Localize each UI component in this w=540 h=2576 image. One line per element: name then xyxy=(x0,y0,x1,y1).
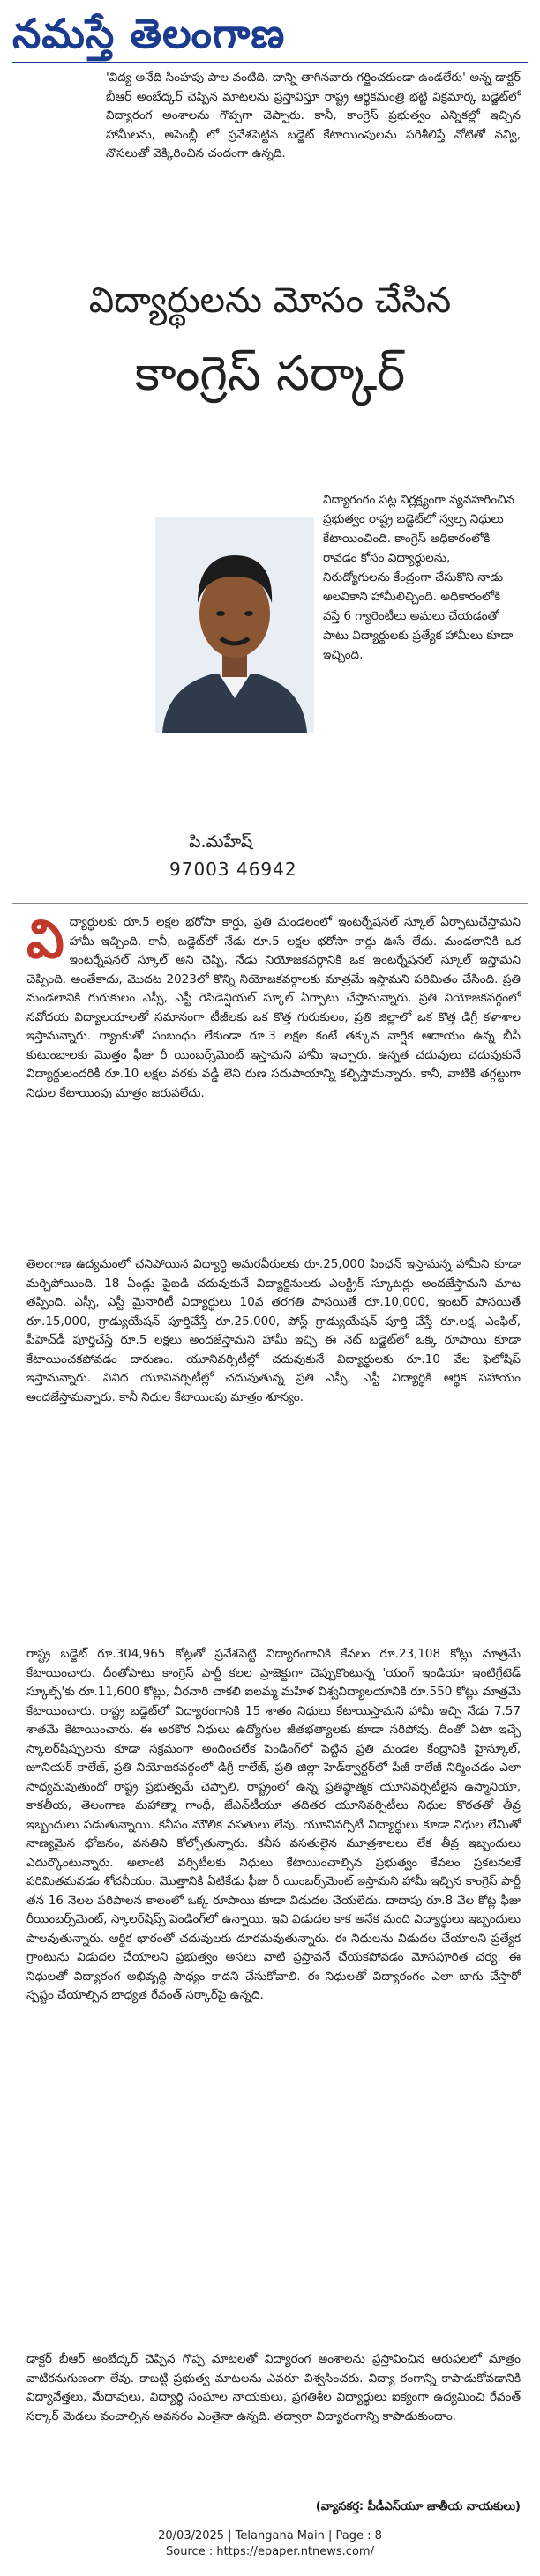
article-aside: విద్యారంగం పట్ల నిర్లక్ష్యంగా వ్యవహరించిన ప్రభుత్వం రాష్ట్ర బడ్జెట్‌లో స్వల్ప నిధులు కేటాయించింది. కాంగ్రెస్ అధికారంలోకి రావడం కోసం విద్యార్థులను, నిరుద్యోగులను కేంద్రంగా చేసుకొని నాడు అలవికాని హామీలిచ్చింది. అధికారంలోకి వస్తే 6 గ్యారెంటీలు అమలు చేయడంతో పాటు విద్యార్థులకు ప్రత్యేక హామీలు కూడా ఇచ్చింది. xyxy=(323,493,514,662)
dropcap: వి xyxy=(26,909,64,971)
article-paragraph-2: తెలంగాణ ఉద్యమంలో చనిపోయిన విద్యార్థి అమరవీరులకు రూ.25,000 పింఛన్ ఇస్తామన్న హామీని కూడా మర్చిపోయింది. 18 ఏండ్లు పైబడి చదువుకునే విద్యార్థినులకు ఎలక్ట్రిక్ స్కూటర్లు అందజేస్తామని మాట తప్పింది. ఎస్సీ, ఎస్టీ మైనారిటీ విద్యార్థులు 10వ తరగతి పాసయితే రూ.10,000, ఇంటర్ పాసయితే రూ.15,000, గ్రాడ్యుయేషన్ పూర్తిచేస్తే రూ.25,000, పోస్ట్ గ్రాడ్యుయేషన్ పూర్తి చేస్తే రూ.లక్ష, ఎంఫిల్, పీహెచ్‌డీ పూర్తిచేస్తే రూ.5 లక్షలు అందజేస్తామని హామీ ఇచ్చి ఈ నెట్ బడ్జెట్‌లో ఒక్క రూపాయి కూడా కేటాయించకపోవడం దారుణం. యూనివర్సిటీల్లో చదువుకునే విద్యార్థులకు రూ.10 వేల ఫెలోషిప్ ఇస్తామన్నారు. వివిధ యూనివర్సిటీల్లో చదువుతున్న ప్రతి ఎస్సీ, ఎస్టీ విద్యార్థికి ఆర్థిక సహాయం అందజేస్తామన్నారు. కానీ నిధుల కేటాయింపు మాత్రం శూన్యం. xyxy=(26,1257,521,1404)
headline-line-1: విద్యార్థులను మోసం చేసిన xyxy=(88,280,452,321)
article-paragraph-3: రాష్ట్ర బడ్జెట్ రూ.304,965 కోట్లతో ప్రవేశపెట్టి విద్యారంగానికి కేవలం రూ.23,108 కోట్లు మాత్రమే కేటాయించారు. దీంతోపాటు కాంగ్రెస్ పార్టీ కలల ప్రాజెక్టుగా చెప్పుకొంటున్న 'యంగ్ ఇండియా ఇంటిగ్రేటెడ్ స్కూల్స్'కు రూ.11,600 కోట్లు, వీరనారి చాకలి ఐలమ్మ మహిళ విశ్వవిద్యాలయానికి రూ.550 కోట్లు మాత్రమే కేటాయించారు. రాష్ట్ర బడ్జెట్‌లో విద్యారంగానికి 15 శాతం నిధులు కేటాయిస్తామని హామీ ఇచ్చి నేడు 7.57 శాతమే కేటాయించారు. ఈ అరకొర నిధులు ఉద్యోగుల జీతభత్యాలకు కూడా సరిపోవు. దీంతో ఏటా ఇచ్చే స్కాలర్‌షిప్పులను కూడా సక్రమంగా అందించలేక పెండింగ్‌లో పెట్టిన ప్రతి మండల కేంద్రానికి హైస్కూల్, జూనియర్ కాలేజ్, ప్రతి నియోజకవర్గంలో డిగ్రీ కాలేజ్, ప్రతి జిల్లా హెడ్‌క్వార్టర్‌లో పీజీ కాలేజీ నిర్మించడం ఎలా సాధ్యమవుతుందో రాష్ట్ర ప్రభుత్వమే చెప్పాలి. రాష్ట్రంలో ఉన్న ప్రతిష్ఠాత్మక యూనివర్సిటీలైన ఉస్మానియా, కాకతీయ, తెలంగాణ మహాత్మా గాంధీ, జేఎన్‌టీయూ తదితర యూనివర్సిటీలు నిధుల కొరతతో తీవ్ర ఇబ్బందులు పడుతున్నాయి. కనీసం మౌలిక వసతులు లేవు. యూనివర్సిటీ విద్యార్థులు కూడా నిధుల లేమితో నాణ్యమైన భోజనం, వసతిని కోల్పోతున్నారు. కనీస వసతులైన మూత్రశాలలు లేక తీవ్ర ఇబ్బందులు ఎదుర్కొంటున్నారు. అలాంటి వర్సిటీలకు నిధులు కేటాయించాల్సిన ప్రభుత్వం కేవలం ప్రకటనలకే పరిమితమవడం శోచనీయం. మొత్తానికి ఏటికేడు ఫీజు రీ యింబర్స్‌మెంట్ ఇస్తామని హామీ ఇచ్చిన కాంగ్రెస్ పార్టీ తన 16 నెలల పరిపాలన కాలంలో ఒక్క రూపాయి కూడా విడుదల చేయలేదు. దాదాపు రూ.8 వేల కోట్ల ఫీజు రీయింబర్స్‌మెంట్, స్కాలర్‌షిప్స్ పెండింగ్‌లో ఉన్నాయి. ఇవి విడుదల కాక అనేక మంది విద్యార్థులు ఇబ్బందులు పాలవుతున్నారు. ఆర్థిక భారంతో చదువులకు దూరమవుతున్నారు. ఈ నిధులను విడుదల చేయాలని ప్రత్యేక గ్రాంటును విడుదల చేయాలని ప్రభుత్వం అసలు వాటి ప్రస్తావనే చేయకపోవడం మోసపూరిత చర్య. ఈ నిధులతో విద్యారంగ అభివృద్ధి సాధ్యం కాదని చేసుకోవాలి. ఈ నిధులతో విద్యారంగం ఎలా బాగు చేస్తారో స్పష్టం చేయాల్సిన బాధ్యత రేవంత్ సర్కార్‌పై ఉన్నది. xyxy=(26,1647,521,2002)
footer-date-page: 20/03/2025 | Telangana Main | Page : 8 xyxy=(158,2529,382,2542)
article-paragraph-1 xyxy=(26,909,521,1103)
page-footer xyxy=(0,2528,540,2560)
footer-source: Source : https://epaper.ntnews.com/ xyxy=(166,2545,374,2558)
author-byline: (వ్యాసకర్త: పీడీఎస్‌యూ జాతీయ నాయకులు) xyxy=(315,2500,521,2513)
article-paragraph-4: డాక్టర్ బీఆర్ అంబేద్కర్ చెప్పిన గొప్ప మాటలతో విద్యారంగ అంశాలను ప్రస్తావించిన ఆరుపలలో మాత్రం వాటికనుగుణంగా లేవు. కాబట్టి ప్రభుత్వ మాటలను ఎవరూ విశ్వసించరు. విద్యా రంగాన్ని కాపాడుకోవడానికి విద్యావేత్తలు, మేధావులు, విద్యార్థి సంఘాల నాయకులు, ప్రగతిశీల విద్యార్థులు ఐక్యంగా ఉద్యమించి రేవంత్ సర్కార్ మెడలు వంచాల్సిన అవసరం ఎంతైనా ఉన్నది. తద్వారా విద్యారంగాన్ని కాపాడుకుందాం. xyxy=(26,2352,521,2423)
article-intro: 'విద్య అనేది సింహపు పాల వంటిది. దాన్ని తాగినవారు గర్జించకుండా ఉండలేరు' అన్న డాక్టర్ బీఆర్ అంబేద్కర్ చెప్పిన మాటలను ప్రస్తావిస్తూ రాష్ట్ర ఆర్థికమంత్రి భట్టి విక్రమార్క బడ్జెట్‌లో విద్యారంగ అంశాలను గొప్పగా చెప్పారు. కానీ, కాంగ్రెస్ ప్రభుత్వం ఎన్నికల్లో ఇచ్చిన హామీలను, అసెంబ్లీ లో ప్రవేశపెట్టిన బడ్జెట్ కేటాయింపులను పరిశీలిస్తే నోటితో నవ్వి, నొసలుతో వెక్కిరించిన చందంగా ఉన్నది. xyxy=(106,71,521,160)
paragraph-1-text: ద్యార్థులకు రూ.5 లక్షల భరోసా కార్డు, ప్రతి మండలంలో ఇంటర్నేషనల్ స్కూల్ ఏర్పాటుచేస్తామని హామీ ఇచ్చింది. కానీ, బడ్జెట్‌లో నేడు రూ.5 లక్షల భరోసా కార్డు ఊసే లేదు. మండలానికి ఒక ఇంటర్నేషనల్ స్కూల్ అని చెప్పి, నేడు నియోజకవర్గానికి ఒక ఇంటర్నేషనల్ స్కూల్ ఇస్తామని చెప్పింది. అంతేకాదు, మొదట 2023లో కొన్ని నియోజకవర్గాలకు మాత్రమే ఇస్తామని పరిమితం చేసింది. ప్రతి మండలానికి గురుకులం ఎస్సీ, ఎస్టీ రెసిడెన్షియల్ స్కూల్ ఏర్పాటు చేస్తామన్నారు. ప్రతి నియోజకవర్గంలో నవోదయ విద్యాలయాలతో సమానంగా టీజీలకు ఒక కొత్త గురుకులం, ప్రతి జిల్లాలో ఒక కొత్త డిగ్రీ కళాశాల ఇస్తామన్నారు. ర్యాంకుతో సంబంధం లేకుండా రూ.3 లక్షల కంటే తక్కువ వార్షిక ఆదాయం ఉన్న బీసీ కుటుంబాలకు మొత్తం ఫీజు రీ యింబర్స్‌మెంట్ ఇస్తామని హామీ ఇచ్చారు. ఉన్నత చదువులు చదువుకునే విద్యార్థులందరికీ రూ.10 లక్షల వరకు వడ్డీ లేని రుణ సదుపాయాన్ని కల్పిస్తామన్నారు. కానీ, వాటికి తగ్గట్టుగా నిధుల కేటాయింపు మాత్రం జరుపలేదు. xyxy=(26,915,521,1100)
author-phone: 97003 46942 xyxy=(169,859,297,880)
author-name: పి.మహేష్ xyxy=(189,832,253,852)
masthead xyxy=(12,7,528,63)
divider xyxy=(12,903,528,904)
newspaper-logo: నమస్తే తెలంగాణ xyxy=(12,10,286,57)
headline-line-2: కాంగ్రెస్ సర్కార్ xyxy=(134,346,406,401)
author-photo xyxy=(155,517,314,733)
